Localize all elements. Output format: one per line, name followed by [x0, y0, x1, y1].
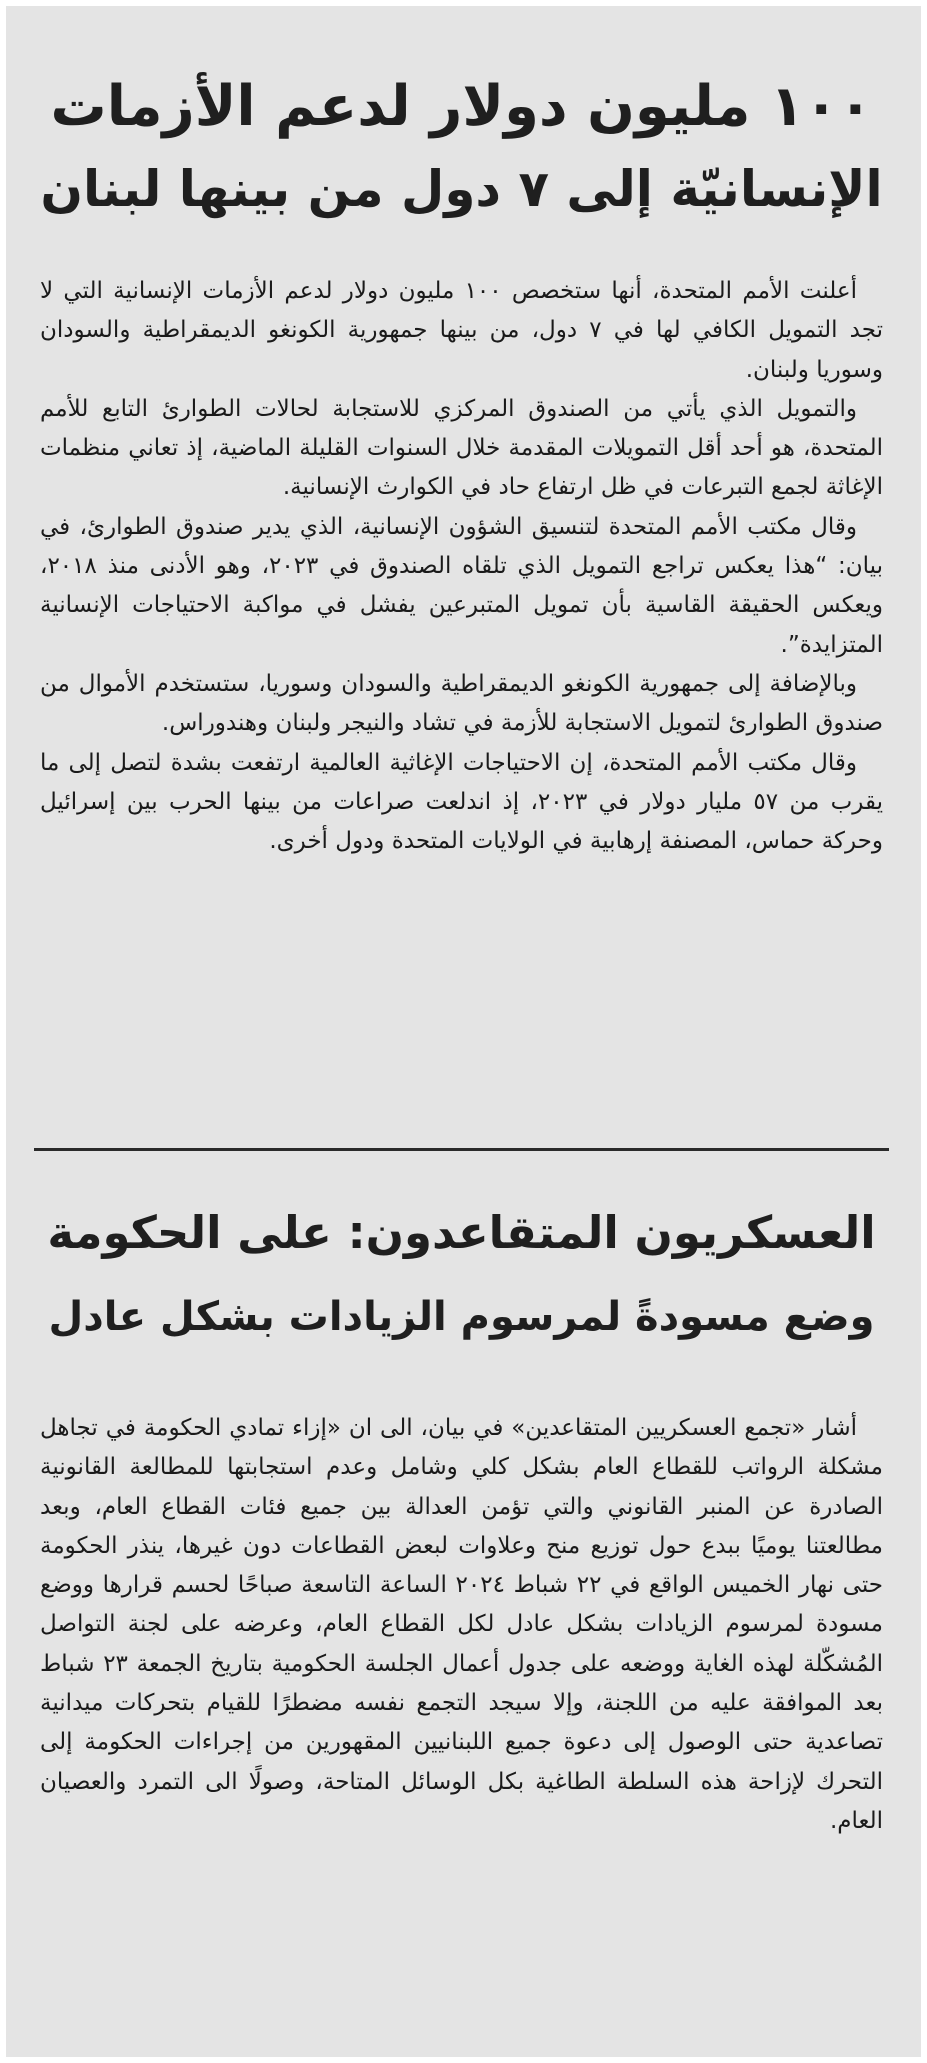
article-1-paragraph-1: أعلنت الأمم المتحدة، أنها ستخصص ١٠٠ مليون دولار لدعم الأزمات الإنسانية التي لا تجد التمويل الكافي لها في ٧ دول، من بينها جمهورية الكونغو الديمقراطية والسودان وسوريا ولبنان.	[40, 278, 883, 383]
article-2-headline-line-1: العسكريون المتقاعدون: على الحكومة	[47, 1206, 876, 1259]
article-2-headline-line-2: وضع مسودةً لمرسوم الزيادات بشكل عادل	[48, 1294, 875, 1340]
article-2-headline	[40, 1191, 883, 1359]
article-divider	[34, 1148, 889, 1151]
newspaper-page	[6, 6, 921, 2057]
article-1-headline	[40, 66, 883, 230]
article-1-paragraph-2: والتمويل الذي يأتي من الصندوق المركزي للاستجابة لحالات الطوارئ التابع للأمم المتحدة، هو أحد أقل التمويلات المقدمة خلال السنوات القليلة الماضية، إذ تعاني منظمات الإغاثة لجمع التبرعات في ظل ارتفاع حاد في الكوارث الإنسانية.	[40, 395, 883, 501]
article-retired-military	[40, 1191, 883, 1841]
article-un-humanitarian-funding	[40, 66, 883, 861]
article-1-headline-line-2: الإنسانيّة إلى ٧ دول من بينها لبنان	[40, 160, 883, 218]
article-2-body	[40, 1409, 883, 1841]
article-1-body	[40, 272, 883, 861]
article-1-paragraph-3: وقال مكتب الأمم المتحدة لتنسيق الشؤون الإنسانية، الذي يدير صندوق الطوارئ، في بيان: “هذا يعكس تراجع التمويل الذي تلقاه الصندوق في ٢٠٢٣، وهو الأدنى منذ ٢٠١٨، ويعكس الحقيقة القاسية بأن تمويل المتبرعين يفشل في مواكبة الاحتياجات الإنسانية المتزايدة”.	[40, 513, 883, 658]
article-1-paragraph-4: وبالإضافة إلى جمهورية الكونغو الديمقراطية والسودان وسوريا، ستستخدم الأموال من صندوق الطوارئ لتمويل الاستجابة للأزمة في تشاد والنيجر ولبنان وهندوراس.	[40, 670, 883, 737]
article-1-headline-line-1: ١٠٠ مليون دولار لدعم الأزمات	[50, 74, 873, 139]
article-1-paragraph-5: وقال مكتب الأمم المتحدة، إن الاحتياجات الإغاثية العالمية ارتفعت بشدة لتصل إلى ما يقرب من ٥٧ مليار دولار في ٢٠٢٣، إذ اندلعت صراعات من بينها الحرب بين إسرائيل وحركة حماس، المصنفة إرهابية في الولايات المتحدة ودول أخرى.	[40, 749, 883, 855]
article-2-paragraph-1: أشار «تجمع العسكريين المتقاعدين» في بيان، الى ان «إزاء تمادي الحكومة في تجاهل مشكلة الرواتب للقطاع العام بشكل كلي وشامل وعدم استجابتها للمطالعة القانونية الصادرة عن المنبر القانوني والتي تؤمن العدالة بين جميع فئات القطاع العام، وبعد مطالعتنا يوميًا ببدع حول توزيع منح وعلاوات لبعض القطاعات دون غيرها، ينذر الحكومة حتى نهار الخميس الواقع في ٢٢ شباط ٢٠٢٤ الساعة التاسعة صباحًا لحسم قرارها ووضع مسودة لمرسوم الزيادات بشكل عادل لكل القطاع العام، وعرضه على لجنة التواصل المُشكّلة لهذه الغاية ووضعه على جدول أعمال الجلسة الحكومية بتاريخ الجمعة ٢٣ شباط بعد الموافقة عليه من اللجنة، وإلا سيجد التجمع نفسه مضطرًا للقيام بتحركات ميدانية تصاعدية حتى الوصول إلى دعوة جميع اللبنانيين المقهورين من إجراءات الحكومة إلى التحرك لإزاحة هذه السلطة الطاغية بكل الوسائل المتاحة، وصولًا الى التمرد والعصيان العام.	[40, 1415, 883, 1834]
